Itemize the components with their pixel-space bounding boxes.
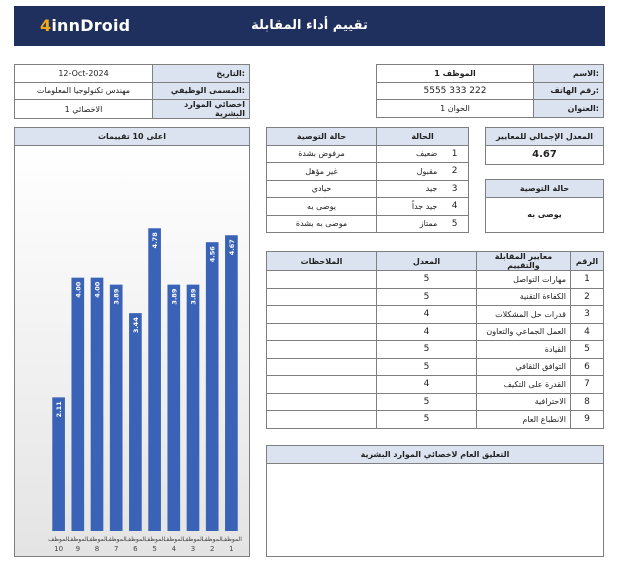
info-label: اخصائي الموارد البشرية xyxy=(153,100,250,119)
category-number-label: 2 xyxy=(209,545,215,553)
criteria-num: 2 xyxy=(571,288,604,306)
chart-title: اعلى 10 تقييمات xyxy=(15,128,249,146)
category-label: الموظف xyxy=(163,536,185,543)
category-number-label: 1 xyxy=(229,545,234,553)
criteria-num: 7 xyxy=(571,376,604,394)
category-number-label: 3 xyxy=(190,545,196,553)
criteria-name: الانطباع العام xyxy=(477,411,571,429)
bar-4 xyxy=(110,285,123,531)
criteria-notes xyxy=(267,358,377,376)
criteria-row xyxy=(267,306,604,324)
bar-value-label: 4.67 xyxy=(227,239,236,256)
criteria-header-notes: الملاحظات xyxy=(267,252,377,271)
criteria-name: الكفاءة التقنية xyxy=(477,288,571,306)
info-row xyxy=(15,100,250,119)
overall-score-box xyxy=(485,127,604,165)
scale-row xyxy=(267,215,469,233)
info-row xyxy=(15,82,250,100)
criteria-rate: 5 xyxy=(377,271,477,289)
criteria-num: 6 xyxy=(571,358,604,376)
bar-value-label: 4.78 xyxy=(151,232,160,249)
criteria-notes xyxy=(267,271,377,289)
info-label: العنوان: xyxy=(534,100,604,118)
info-value: الحوان 1 xyxy=(377,100,534,118)
bar-value-label: 3.89 xyxy=(170,288,179,305)
category-label: الموظف xyxy=(144,536,166,543)
scale-num: 3 xyxy=(441,180,468,198)
bar-10 xyxy=(225,235,238,531)
criteria-name: العمل الجماعي والتعاون xyxy=(477,323,571,341)
info-value: 5555 333 222 xyxy=(377,82,534,100)
scale-status: مقبول xyxy=(377,163,442,181)
criteria-row xyxy=(267,341,604,359)
criteria-rate: 5 xyxy=(377,358,477,376)
criteria-notes xyxy=(267,323,377,341)
scale-header-row xyxy=(267,128,469,146)
scale-num: 1 xyxy=(441,145,468,163)
criteria-header-row xyxy=(267,252,604,271)
criteria-notes xyxy=(267,341,377,359)
scale-status: ضعيف xyxy=(377,145,442,163)
scale-row xyxy=(267,145,469,163)
info-label: رقم الهاتف: xyxy=(534,82,604,100)
criteria-rate: 5 xyxy=(377,288,477,306)
recommendation-box xyxy=(485,179,604,233)
criteria-row xyxy=(267,411,604,429)
category-label: الموظف xyxy=(124,536,146,543)
criteria-row xyxy=(267,323,604,341)
criteria-row xyxy=(267,271,604,289)
info-row xyxy=(377,65,604,83)
criteria-table xyxy=(266,251,604,429)
category-label: الموظف xyxy=(220,536,242,543)
category-label: الموظف xyxy=(182,536,204,543)
criteria-rate: 5 xyxy=(377,393,477,411)
scale-num: 4 xyxy=(441,198,468,216)
info-row xyxy=(15,65,250,83)
hr-comment-box xyxy=(266,445,604,557)
scale-status: جيد xyxy=(377,180,442,198)
criteria-rate: 4 xyxy=(377,323,477,341)
bar-value-label: 3.44 xyxy=(131,317,140,334)
criteria-rate: 4 xyxy=(377,306,477,324)
info-label: المسمى الوظيفي: xyxy=(153,82,250,100)
criteria-num: 9 xyxy=(571,411,604,429)
criteria-name: مهارات التواصل xyxy=(477,271,571,289)
scale-rec: مرفوض بشدة xyxy=(267,145,377,163)
info-value: الاخصائي 1 xyxy=(15,100,153,119)
bar-2 xyxy=(71,278,84,531)
criteria-num: 1 xyxy=(571,271,604,289)
overall-score-label: المعدل الإجمالي للمعايير xyxy=(486,128,603,146)
criteria-num: 8 xyxy=(571,393,604,411)
scale-num: 5 xyxy=(441,215,468,233)
category-label: الموظف xyxy=(67,536,89,543)
bar-value-label: 4.00 xyxy=(93,281,102,298)
recommendation-label: حالة التوصية xyxy=(486,180,603,198)
criteria-name: التوافق الثقافي xyxy=(477,358,571,376)
scale-rec: غير مؤهل xyxy=(267,163,377,181)
category-number-label: 5 xyxy=(152,545,157,553)
bar-7 xyxy=(167,285,180,531)
criteria-name: القدرة على التكيف xyxy=(477,376,571,394)
category-label: الموظف xyxy=(86,536,108,543)
bar-value-label: 3.89 xyxy=(112,288,121,305)
category-label: الموظف xyxy=(48,536,70,543)
bar-5 xyxy=(129,313,142,531)
category-number-label: 6 xyxy=(133,545,138,553)
page-title: تقييم أداء المقابلة xyxy=(251,18,368,33)
criteria-header-criteria: معايير المقابلة والتقييم xyxy=(477,252,571,271)
scale-num: 2 xyxy=(441,163,468,181)
scale-row xyxy=(267,198,469,216)
info-label: الاسم: xyxy=(534,65,604,83)
scale-status: ممتاز xyxy=(377,215,442,233)
rating-scale-table xyxy=(266,127,469,233)
criteria-row xyxy=(267,358,604,376)
info-table-right xyxy=(376,64,604,118)
scale-rec: يوصى به xyxy=(267,198,377,216)
criteria-notes xyxy=(267,411,377,429)
criteria-header-num: الرقم xyxy=(571,252,604,271)
bar-value-label: 3.89 xyxy=(189,288,198,305)
criteria-num: 3 xyxy=(571,306,604,324)
criteria-rate: 4 xyxy=(377,376,477,394)
criteria-row xyxy=(267,288,604,306)
scale-rec: حيادي xyxy=(267,180,377,198)
header-banner xyxy=(14,6,605,46)
criteria-notes xyxy=(267,288,377,306)
info-value: 12-Oct-2024 xyxy=(15,65,153,83)
category-number-label: 8 xyxy=(94,545,100,553)
info-value: الموظف 1 xyxy=(377,65,534,83)
bar-value-label: 4.00 xyxy=(74,281,83,298)
overall-score-value: 4.67 xyxy=(532,149,557,160)
criteria-header-rate: المعدل xyxy=(377,252,477,271)
scale-header-rec: حالة التوصية xyxy=(267,128,377,146)
scale-rec: موصى به بشدة xyxy=(267,215,377,233)
scale-status: جيد جداً xyxy=(377,198,442,216)
bar-9 xyxy=(206,242,219,531)
top-ratings-chart xyxy=(14,127,250,557)
logo-mark: 4 xyxy=(40,16,52,35)
info-table-left xyxy=(14,64,250,119)
criteria-name: القيادة xyxy=(477,341,571,359)
bar-3 xyxy=(91,278,104,531)
criteria-notes xyxy=(267,393,377,411)
criteria-row xyxy=(267,393,604,411)
bar-value-label: 4.56 xyxy=(208,246,217,263)
criteria-row xyxy=(267,376,604,394)
criteria-notes xyxy=(267,376,377,394)
recommendation-value: يوصى به xyxy=(527,210,562,219)
info-label: التاريخ: xyxy=(153,65,250,83)
criteria-num: 4 xyxy=(571,323,604,341)
bar-value-label: 2.11 xyxy=(55,401,64,418)
scale-row xyxy=(267,163,469,181)
category-number-label: 4 xyxy=(171,545,177,553)
criteria-name: قدرات حل المشكلات xyxy=(477,306,571,324)
scale-header-status: الحالة xyxy=(377,128,469,146)
category-label: الموظف xyxy=(201,536,223,543)
hr-comment-label: التعليق العام لاخصائي الموارد البشرية xyxy=(267,446,603,464)
category-label: الموظف xyxy=(105,536,127,543)
bar-chart-svg xyxy=(15,146,249,556)
criteria-notes xyxy=(267,306,377,324)
logo-text: innDroid xyxy=(51,16,131,35)
info-value: مهندس تكنولوجيا المعلومات xyxy=(15,82,153,100)
criteria-rate: 5 xyxy=(377,411,477,429)
bar-6 xyxy=(148,228,161,531)
criteria-num: 5 xyxy=(571,341,604,359)
criteria-name: الاحترافية xyxy=(477,393,571,411)
criteria-rate: 5 xyxy=(377,341,477,359)
category-number-label: 10 xyxy=(54,545,64,553)
info-row xyxy=(377,82,604,100)
hr-comment-field[interactable] xyxy=(267,464,603,556)
bar-8 xyxy=(187,285,200,531)
scale-row xyxy=(267,180,469,198)
category-number-label: 7 xyxy=(113,545,119,553)
info-row xyxy=(377,100,604,118)
category-number-label: 9 xyxy=(75,545,81,553)
